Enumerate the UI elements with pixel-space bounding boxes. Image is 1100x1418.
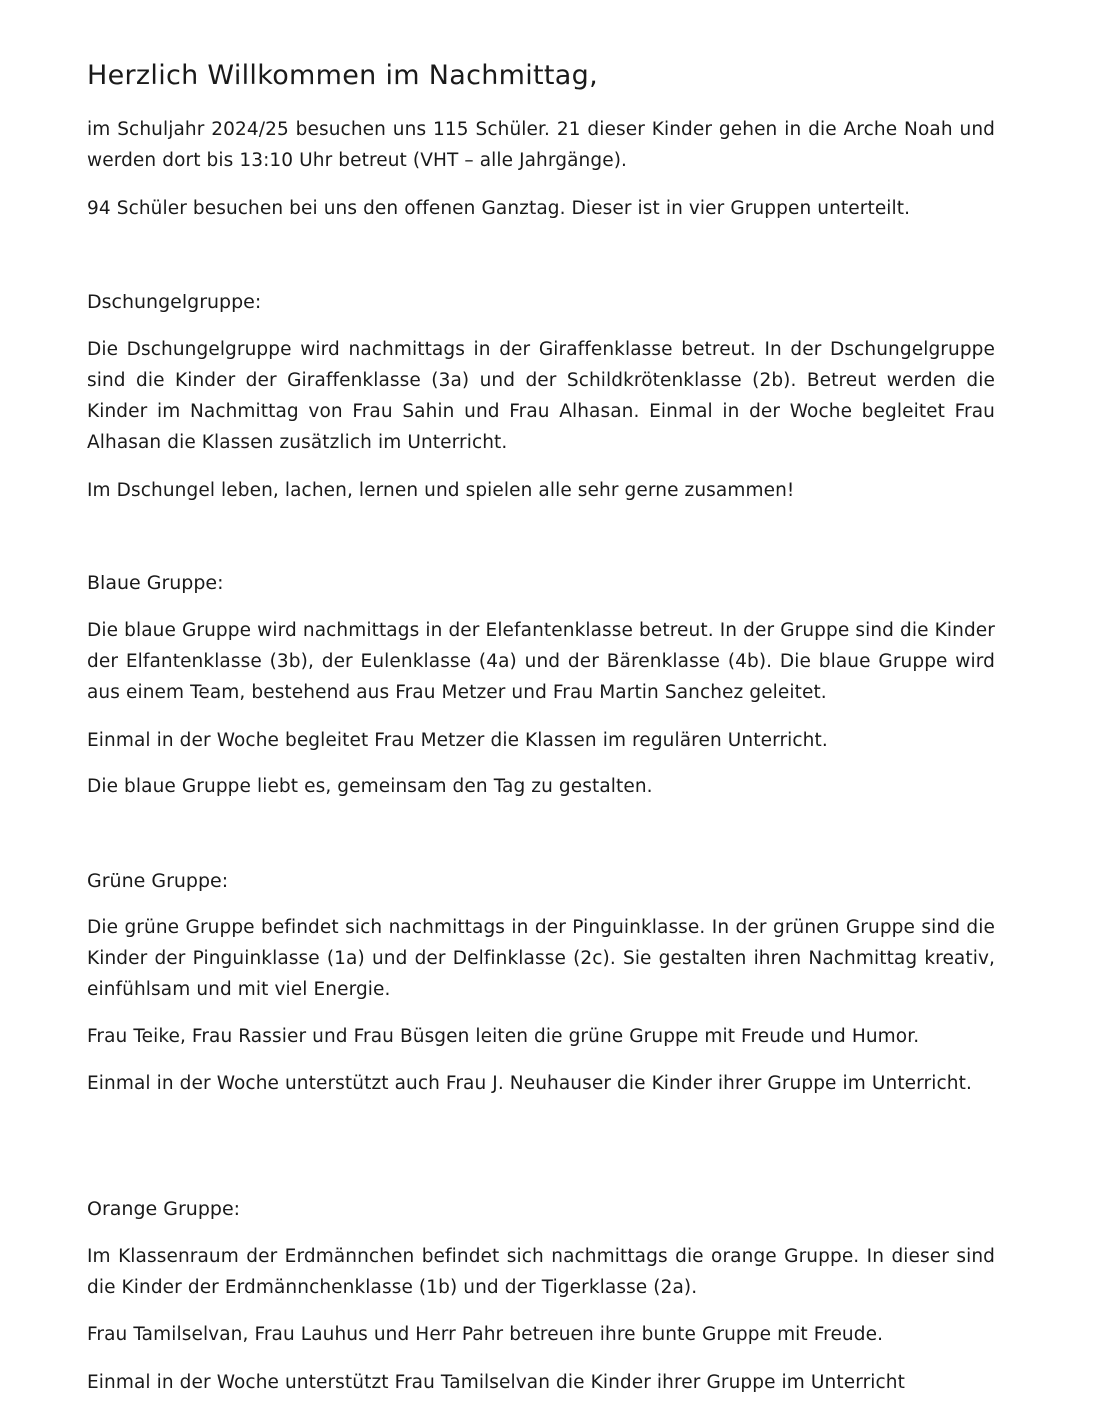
- section-heading-dschungelgruppe: Dschungelgruppe:: [87, 291, 262, 313]
- intro-paragraph-2: 94 Schüler besuchen bei uns den offenen Ganztag. Dieser ist in vier Gruppen unterteilt.: [87, 198, 911, 219]
- section-gruene-gruppe-paragraph-1: Die grüne Gruppe befindet sich nachmittags in der Pinguinklasse. In der grünen Gruppe sind die Kinder der Pinguinklasse (1a) und der Delfinklasse (2c). Sie gestalten ihren Nachmittag kreativ, einfühlsam und mit viel Energie.: [87, 917, 995, 1000]
- section-orange-gruppe-paragraph-2: Frau Tamilselvan, Frau Lauhus und Herr Pahr betreuen ihre bunte Gruppe mit Freude.: [87, 1324, 884, 1345]
- section-heading-orange-gruppe: Orange Gruppe:: [87, 1198, 241, 1220]
- page-title: Herzlich Willkommen im Nachmittag,: [87, 60, 598, 91]
- section-heading-blaue-gruppe: Blaue Gruppe:: [87, 572, 224, 594]
- section-dschungelgruppe-paragraph-2: Im Dschungel leben, lachen, lernen und spielen alle sehr gerne zusammen!: [87, 480, 795, 501]
- section-dschungelgruppe-paragraph-1: Die Dschungelgruppe wird nachmittags in der Giraffenklasse betreut. In der Dschungelgruppe sind die Kinder der Giraffenklasse (3a) und der Schildkrötenklasse (2b). Betreut werden die Kinder im Nachmittag von Frau Sahin und Frau Alhasan. Einmal in der Woche begleitet Frau Alhasan die Klassen zusätzlich im Unterricht.: [87, 339, 995, 453]
- intro-paragraph-1: im Schuljahr 2024/25 besuchen uns 115 Schüler. 21 dieser Kinder gehen in die Arche Noah und werden dort bis 13:10 Uhr betreut (VHT – alle Jahrgänge).: [87, 119, 995, 171]
- section-gruene-gruppe-paragraph-2: Frau Teike, Frau Rassier und Frau Büsgen leiten die grüne Gruppe mit Freude und Humor.: [87, 1026, 920, 1047]
- section-blaue-gruppe-paragraph-1: Die blaue Gruppe wird nachmittags in der Elefantenklasse betreut. In der Gruppe sind die Kinder der Elfantenklasse (3b), der Eulenklasse (4a) und der Bärenklasse (4b). Die blaue Gruppe wird aus einem Team, bestehend aus Frau Metzer und Frau Martin Sanchez geleitet.: [87, 620, 995, 703]
- section-gruene-gruppe-paragraph-3: Einmal in der Woche unterstützt auch Frau J. Neuhauser die Kinder ihrer Gruppe im Unterricht.: [87, 1073, 972, 1094]
- section-orange-gruppe-paragraph-3: Einmal in der Woche unterstützt Frau Tamilselvan die Kinder ihrer Gruppe im Unterricht: [87, 1372, 905, 1393]
- section-heading-gruene-gruppe: Grüne Gruppe:: [87, 870, 229, 892]
- section-orange-gruppe-paragraph-1: Im Klassenraum der Erdmännchen befindet sich nachmittags die orange Gruppe. In dieser sind die Kinder der Erdmännchenklasse (1b) und der Tigerklasse (2a).: [87, 1246, 995, 1298]
- section-blaue-gruppe-paragraph-3: Die blaue Gruppe liebt es, gemeinsam den Tag zu gestalten.: [87, 776, 653, 797]
- section-blaue-gruppe-paragraph-2: Einmal in der Woche begleitet Frau Metzer die Klassen im regulären Unterricht.: [87, 730, 828, 751]
